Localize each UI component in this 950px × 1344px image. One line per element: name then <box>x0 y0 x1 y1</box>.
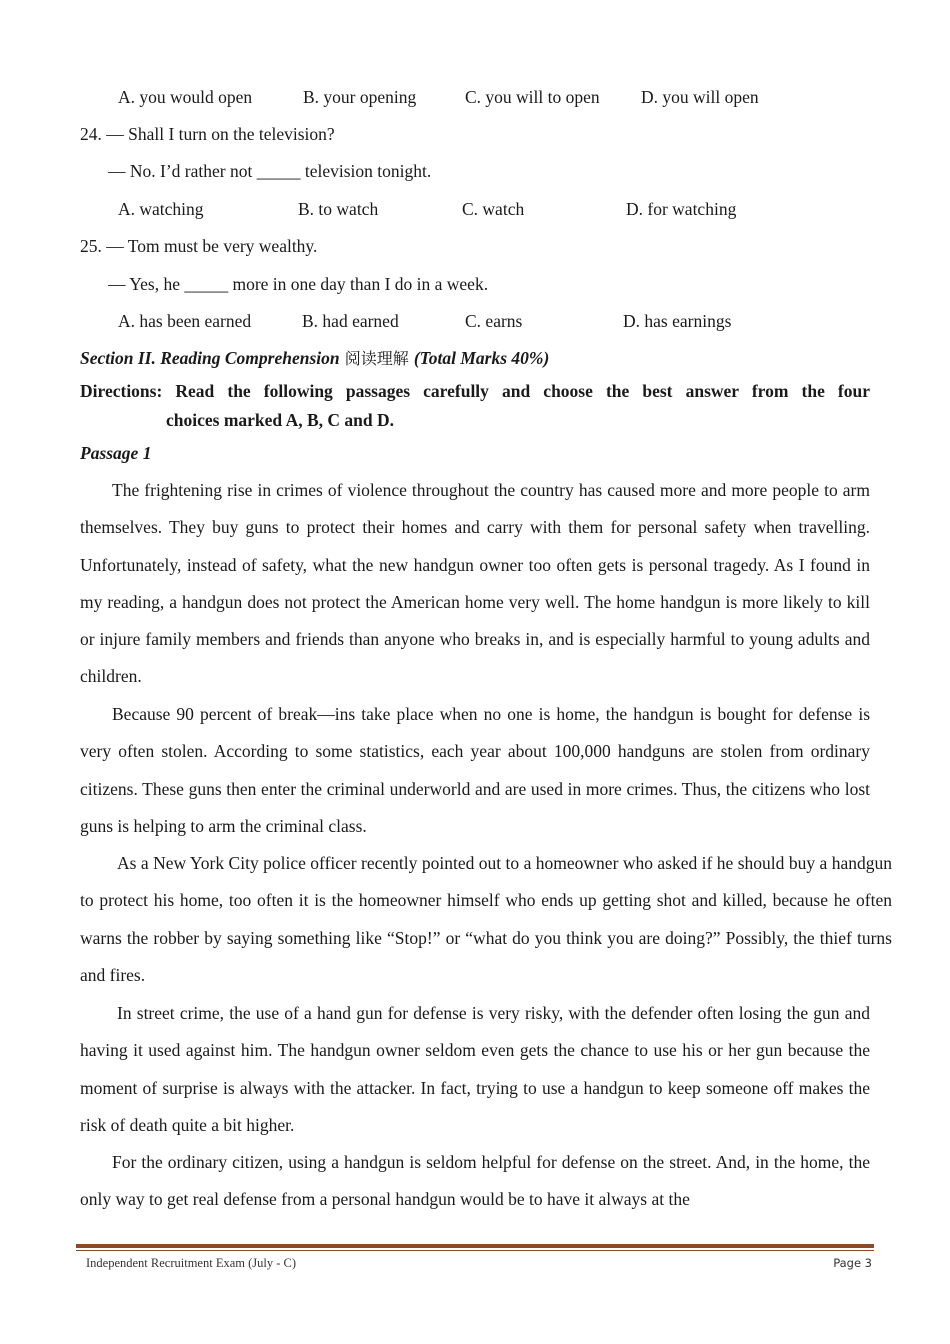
footer-page-number: Page 3 <box>833 1256 872 1270</box>
directions-text: Read the following passages carefully and choose the best answer from the four <box>175 381 871 401</box>
passage-paragraph-5: For the ordinary citizen, using a handgun is seldom helpful for defense on the street. And, in the home, the only way to get real defense from a personal handgun would be to have it always at the <box>80 1152 870 1210</box>
q23-option-c: C. you will to open <box>465 87 600 107</box>
passage-paragraph-3: As a New York City police officer recently pointed out to a homeowner who asked if he should buy a handgun to protect his home, too often it is the homeowner himself who ends up getting shot and killed, because he often warns the robber by saying something like “Stop!” or “what do you think you are doing?” Possibly, the thief turns and fires. <box>80 853 892 985</box>
section-title <box>80 347 549 370</box>
passage-paragraph-1: The frightening rise in crimes of violence throughout the country has caused more and more people to arm themselves. They buy guns to protect their homes and carry with them for personal safety when travelling. Unfortunately, instead of safety, what the new handgun owner too often gets is personal tragedy. As I found in my reading, a handgun does not protect the American home very well. The home handgun is more likely to kill or injure family members and friends than anyone who breaks in, and is especially harmful to young adults and children. <box>80 480 870 687</box>
q25-option-a: A. has been earned <box>118 311 252 331</box>
q24-reply: — No. I’d rather not _____ television tonight. <box>108 161 432 181</box>
directions-label: Directions: <box>80 381 163 401</box>
q23-option-d: D. you will open <box>641 87 759 107</box>
section-title-cn: 阅读理解 <box>339 349 414 368</box>
q24-option-c: C. watch <box>462 199 525 219</box>
q25-reply: — Yes, he _____ more in one day than I do in a week. <box>108 274 489 294</box>
q25-option-d: D. has earnings <box>623 311 732 331</box>
q25-option-c: C. earns <box>465 311 523 331</box>
q24-option-d: D. for watching <box>626 199 737 219</box>
q23-option-a: A. you would open <box>118 87 253 107</box>
footer-exam-title: Independent Recruitment Exam (July - C) <box>86 1256 297 1270</box>
q25-prompt: 25. — Tom must be very wealthy. <box>80 236 318 256</box>
q24-option-a: A. watching <box>118 199 204 219</box>
footer-rule-thick <box>76 1244 874 1248</box>
footer-rule-thin <box>76 1250 874 1251</box>
passage-paragraph-2: Because 90 percent of break—ins take place when no one is home, the handgun is bought for defense is very often stolen. According to some statistics, each year about 100,000 handguns are stolen from ordinary citizens. These guns then enter the criminal underworld and are used in more crimes. Thus, the citizens who lost guns is helping to arm the criminal class. <box>80 704 870 836</box>
directions-line-2: choices marked A, B, C and D. <box>166 410 394 430</box>
q24-option-b: B. to watch <box>298 199 379 219</box>
directions-line-1 <box>80 380 870 402</box>
passage-title: Passage 1 <box>80 443 152 463</box>
q23-option-b: B. your opening <box>303 87 417 107</box>
section-title-marks: (Total Marks 40%) <box>413 348 550 368</box>
passage-paragraph-4: In street crime, the use of a hand gun for defense is very risky, with the defender often losing the gun and having it used against him. The handgun owner seldom even gets the chance to use his or her gun because the moment of surprise is always with the attacker. In fact, trying to use a handgun to keep someone off makes the risk of death quite a bit higher. <box>80 1003 870 1135</box>
section-title-en: Section II. Reading Comprehension <box>80 348 340 368</box>
q24-prompt: 24. — Shall I turn on the television? <box>80 124 335 144</box>
q25-option-b: B. had earned <box>302 311 399 331</box>
